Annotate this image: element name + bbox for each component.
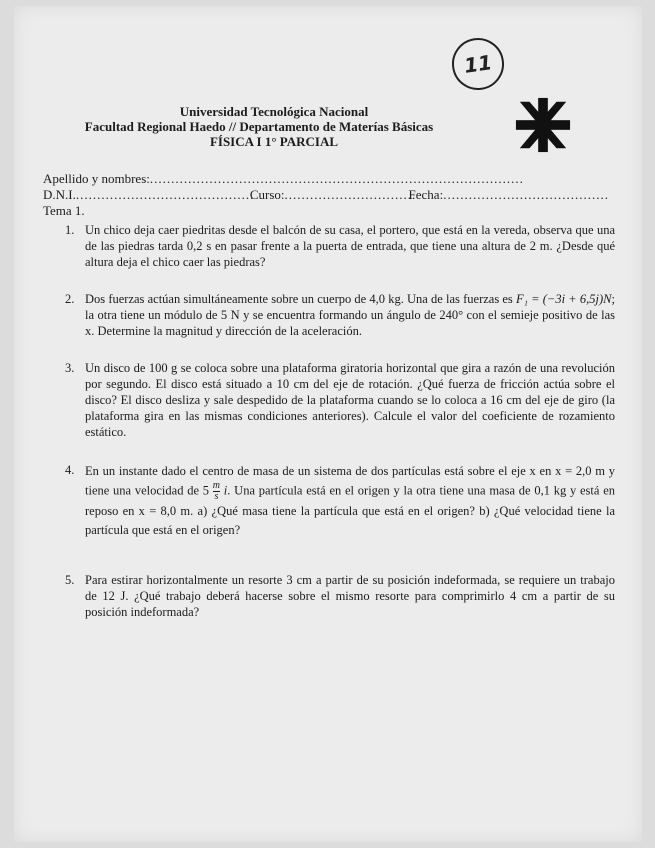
exam-title: FÍSICA I 1° PARCIAL	[209, 134, 339, 149]
question-3	[65, 360, 615, 440]
question-number: 1.	[65, 223, 75, 237]
question-number: 5.	[65, 573, 75, 587]
question-text-part-a: Dos fuerzas actúan simultáneamente sobre un cuerpo de 4,0 kg. Una de las fuerzas es	[85, 292, 513, 306]
dni-row	[43, 187, 623, 203]
question-number: 3.	[65, 361, 75, 375]
question-2	[65, 291, 615, 339]
force-formula: F₁ = (−3i + 6,5j)N	[515, 292, 612, 306]
fecha-label: Fecha:	[408, 187, 444, 202]
utn-logo	[514, 96, 572, 154]
dni-blank[interactable]: ..........................................	[75, 187, 255, 202]
fraction-denominator: s	[214, 491, 219, 502]
unit-vector-i: i	[223, 483, 228, 498]
question-4	[65, 462, 615, 540]
name-row	[43, 171, 623, 187]
exam-header	[84, 104, 464, 149]
exam-page	[14, 6, 642, 842]
page-number-stamp	[449, 35, 508, 94]
question-text: Para estirar horizontalmente un resorte 3 cm a partir de su posición indeformada, se requiere un trabajo de 12 J. ¿Qué trabajo deberá hacerse sobre el mismo resorte para comprimirlo 4 cm a partir de su posición indeformada?	[85, 573, 615, 619]
question-1	[65, 222, 615, 270]
tema-label: Tema 1.	[43, 203, 85, 218]
question-text-part-a: En un instante dado el centro de masa de un sistema de dos partículas está sobre el eje x en x = 2,0 m y tiene una velocidad de 5	[85, 464, 615, 498]
name-label: Apellido y nombres:	[43, 171, 150, 186]
question-text	[85, 462, 615, 540]
name-blank[interactable]: ........................................................................................	[149, 171, 524, 186]
fecha-blank[interactable]: .......................................	[443, 187, 609, 202]
question-text: Un disco de 100 g se coloca sobre una plataforma giratoria horizontal que gira a razón de una revolución por segundo. El disco está situado a 10 cm del eje de rotación. ¿Qué fuerza de fricción actúa sobre el disco? El disco desliza y sale despedido de la plataforma cuando se lo coloca a 16 cm del eje de giro (la plataforma gira en las mismas condiciones anteriores). Calcule el valor del coeficiente de rozamiento estático.	[85, 361, 615, 439]
question-5	[65, 572, 615, 620]
question-number: 2.	[65, 292, 75, 306]
faculty-name: Facultad Regional Haedo // Departamento de Materías Básicas	[84, 119, 434, 134]
dni-label: D.N.I.	[43, 187, 76, 202]
fraction-numerator: m	[212, 480, 221, 491]
velocity-unit-fraction	[213, 481, 220, 502]
question-text	[85, 291, 615, 339]
question-text-part-b: ; la otra tiene un módulo de 5 N y se encuentra formando un ángulo de 240° con el semieje positivo de las x. Determine la magnitud y dirección de la aceleración.	[85, 292, 615, 338]
curso-label: Curso:	[249, 187, 285, 202]
curso-blank[interactable]: ...............................	[284, 187, 417, 202]
stamp-text: 11	[462, 50, 494, 78]
university-name: Universidad Tecnológica Nacional	[179, 104, 369, 119]
question-text: Un chico deja caer piedritas desde el balcón de su casa, el portero, que está en la vereda, observa que una de las piedras tarda 0,2 s en pasar frente a la puerta de entrada, que tiene una altura de 2 m. ¿Desde qué altura deja el chico caer las piedras?	[85, 223, 615, 269]
question-number: 4.	[65, 463, 75, 477]
student-fields	[43, 171, 623, 203]
question-text-part-b: . Una partícula está en el origen y la otra tiene una masa de 0,1 kg y está en reposo en x = 8,0 m. a) ¿Qué masa tiene la partícula que está en el origen? b) ¿Qué velocidad tiene la partícula que está en el origen?	[85, 483, 615, 537]
